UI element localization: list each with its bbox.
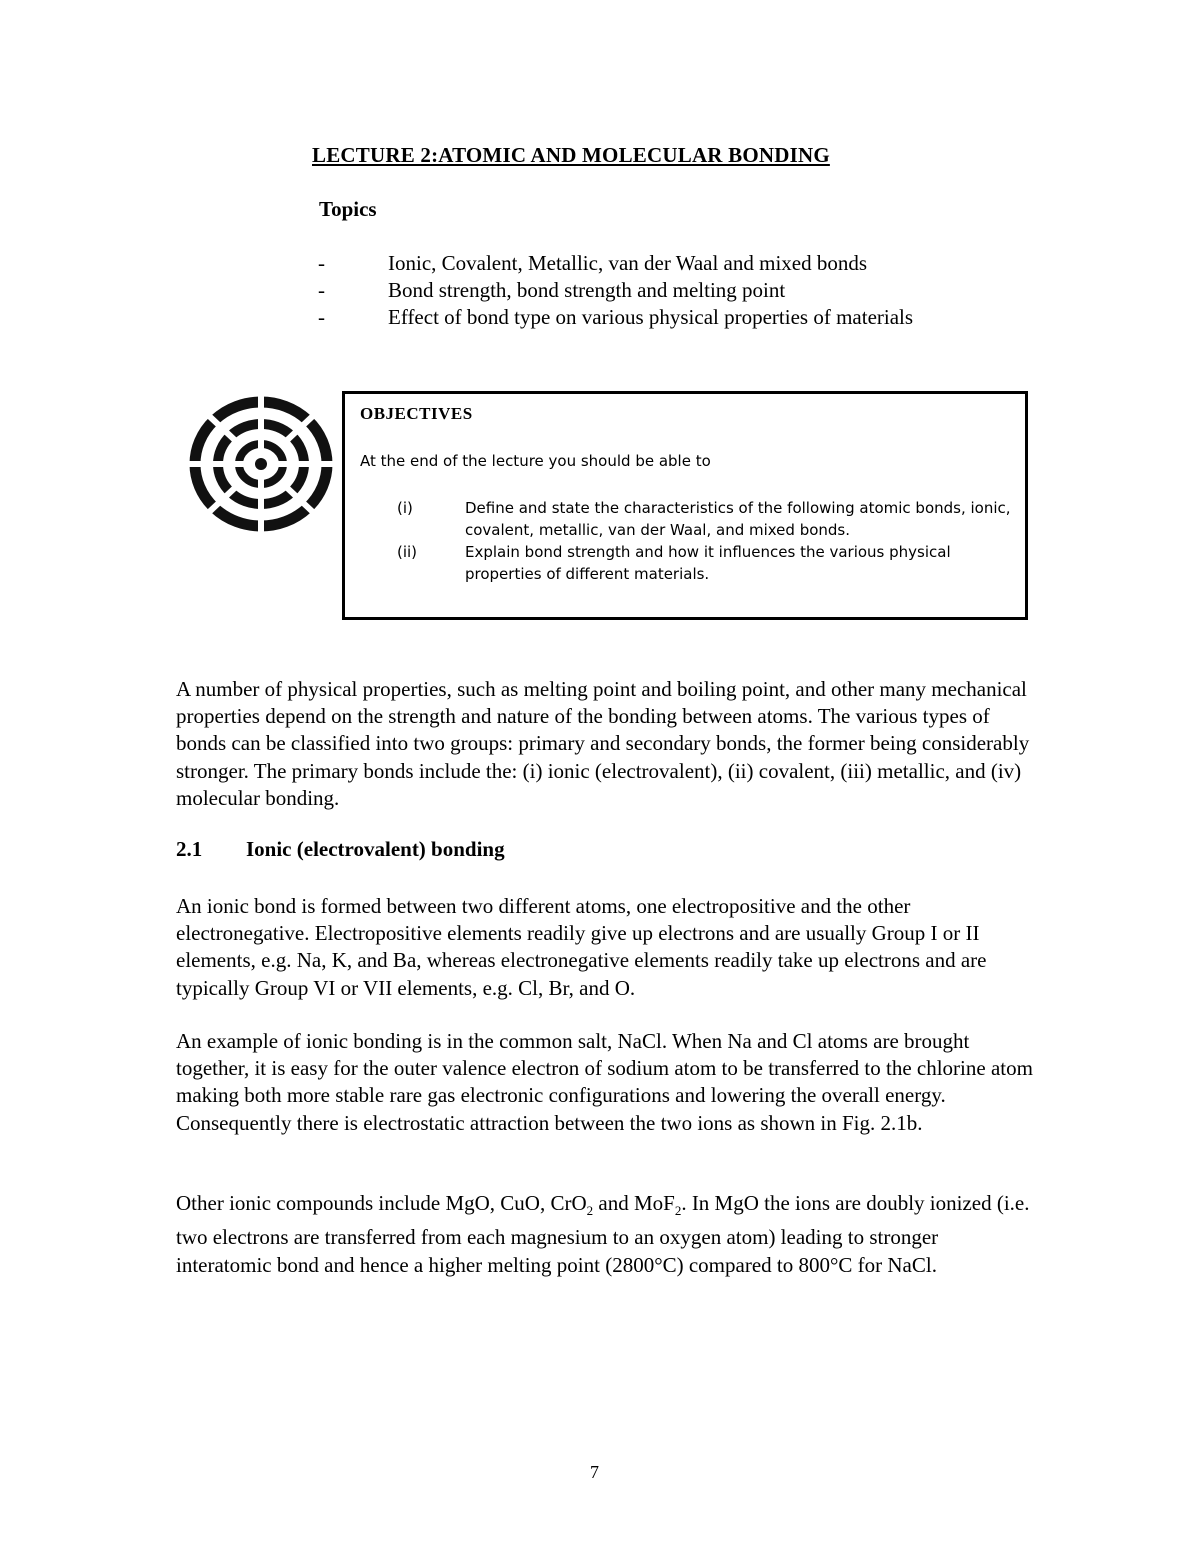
objective-number: (ii) [397,543,418,561]
topic-bullet: - [318,251,325,275]
topic-text: Effect of bond type on various physical properties of materials [388,305,914,329]
topic-bullet: - [318,278,325,302]
body-paragraph: An ionic bond is formed between two different atoms, one electropositive and the other electronegative. Electropositive elements readily give up electrons and are usually Group I or II elements, e.g. Na, K, and Ba, whereas electronegative elements readily take up electrons and are typically Group VI or VII elements, e.g. Cl, Br, and O. [176,894,987,1000]
section-title: Ionic (electrovalent) bonding [246,837,505,861]
lecture-title: LECTURE 2:ATOMIC AND MOLECULAR BONDING [312,143,830,167]
paragraph-text: . In MgO the ions are doubly ionized (i.e. two electrons are transferred from each magnesium to an oxygen atom) leading to stronger interatomic bond and hence a higher melting point (2800°C) compared to 800°C for NaCl. [176,1191,1030,1277]
objective-text: Define and state the characteristics of the following atomic bonds, ionic, covalent, metallic, van der Waal, and mixed bonds. [465,499,1011,539]
topic-bullet: - [318,305,325,329]
objective-text: Explain bond strength and how it influences the various physical properties of different materials. [465,543,951,583]
objectives-intro: At the end of the lecture you should be able to [360,452,711,470]
topic-text: Ionic, Covalent, Metallic, van der Waal and mixed bonds [388,251,868,275]
objectives-box [342,391,1028,620]
topics-heading: Topics [319,197,377,221]
paragraph-text: and MoF [593,1191,675,1215]
body-paragraph [176,1190,1036,1279]
page-number: 7 [590,1462,599,1482]
subscript: 2 [674,1203,682,1219]
objective-number: (i) [397,499,413,517]
concentric-target-icon [187,394,335,534]
subscript: 2 [586,1203,594,1219]
intro-paragraph: A number of physical properties, such as melting point and boiling point, and other many mechanical properties depend on the strength and nature of the bonding between atoms. The various types of bonds can be classified into two groups: primary and secondary bonds, the former being considerably stronger. The primary bonds include the: (i) ionic (electrovalent), (ii) covalent, (iii) metallic, and (iv) molecular bonding. [176,677,1030,810]
section-number: 2.1 [176,837,203,861]
body-paragraph: An example of ionic bonding is in the common salt, NaCl. When Na and Cl atoms are brought together, it is easy for the outer valence electron of sodium atom to be transferred to the chlorine atom making both more stable rare gas electronic configurations and lowering the overall energy. Consequently there is electrostatic attraction between the two ions as shown in Fig. 2.1b. [176,1029,1033,1135]
paragraph-text: Other ionic compounds include MgO, CuO, CrO [176,1191,587,1215]
objectives-heading: OBJECTIVES [360,404,473,423]
topic-text: Bond strength, bond strength and melting point [388,278,786,302]
